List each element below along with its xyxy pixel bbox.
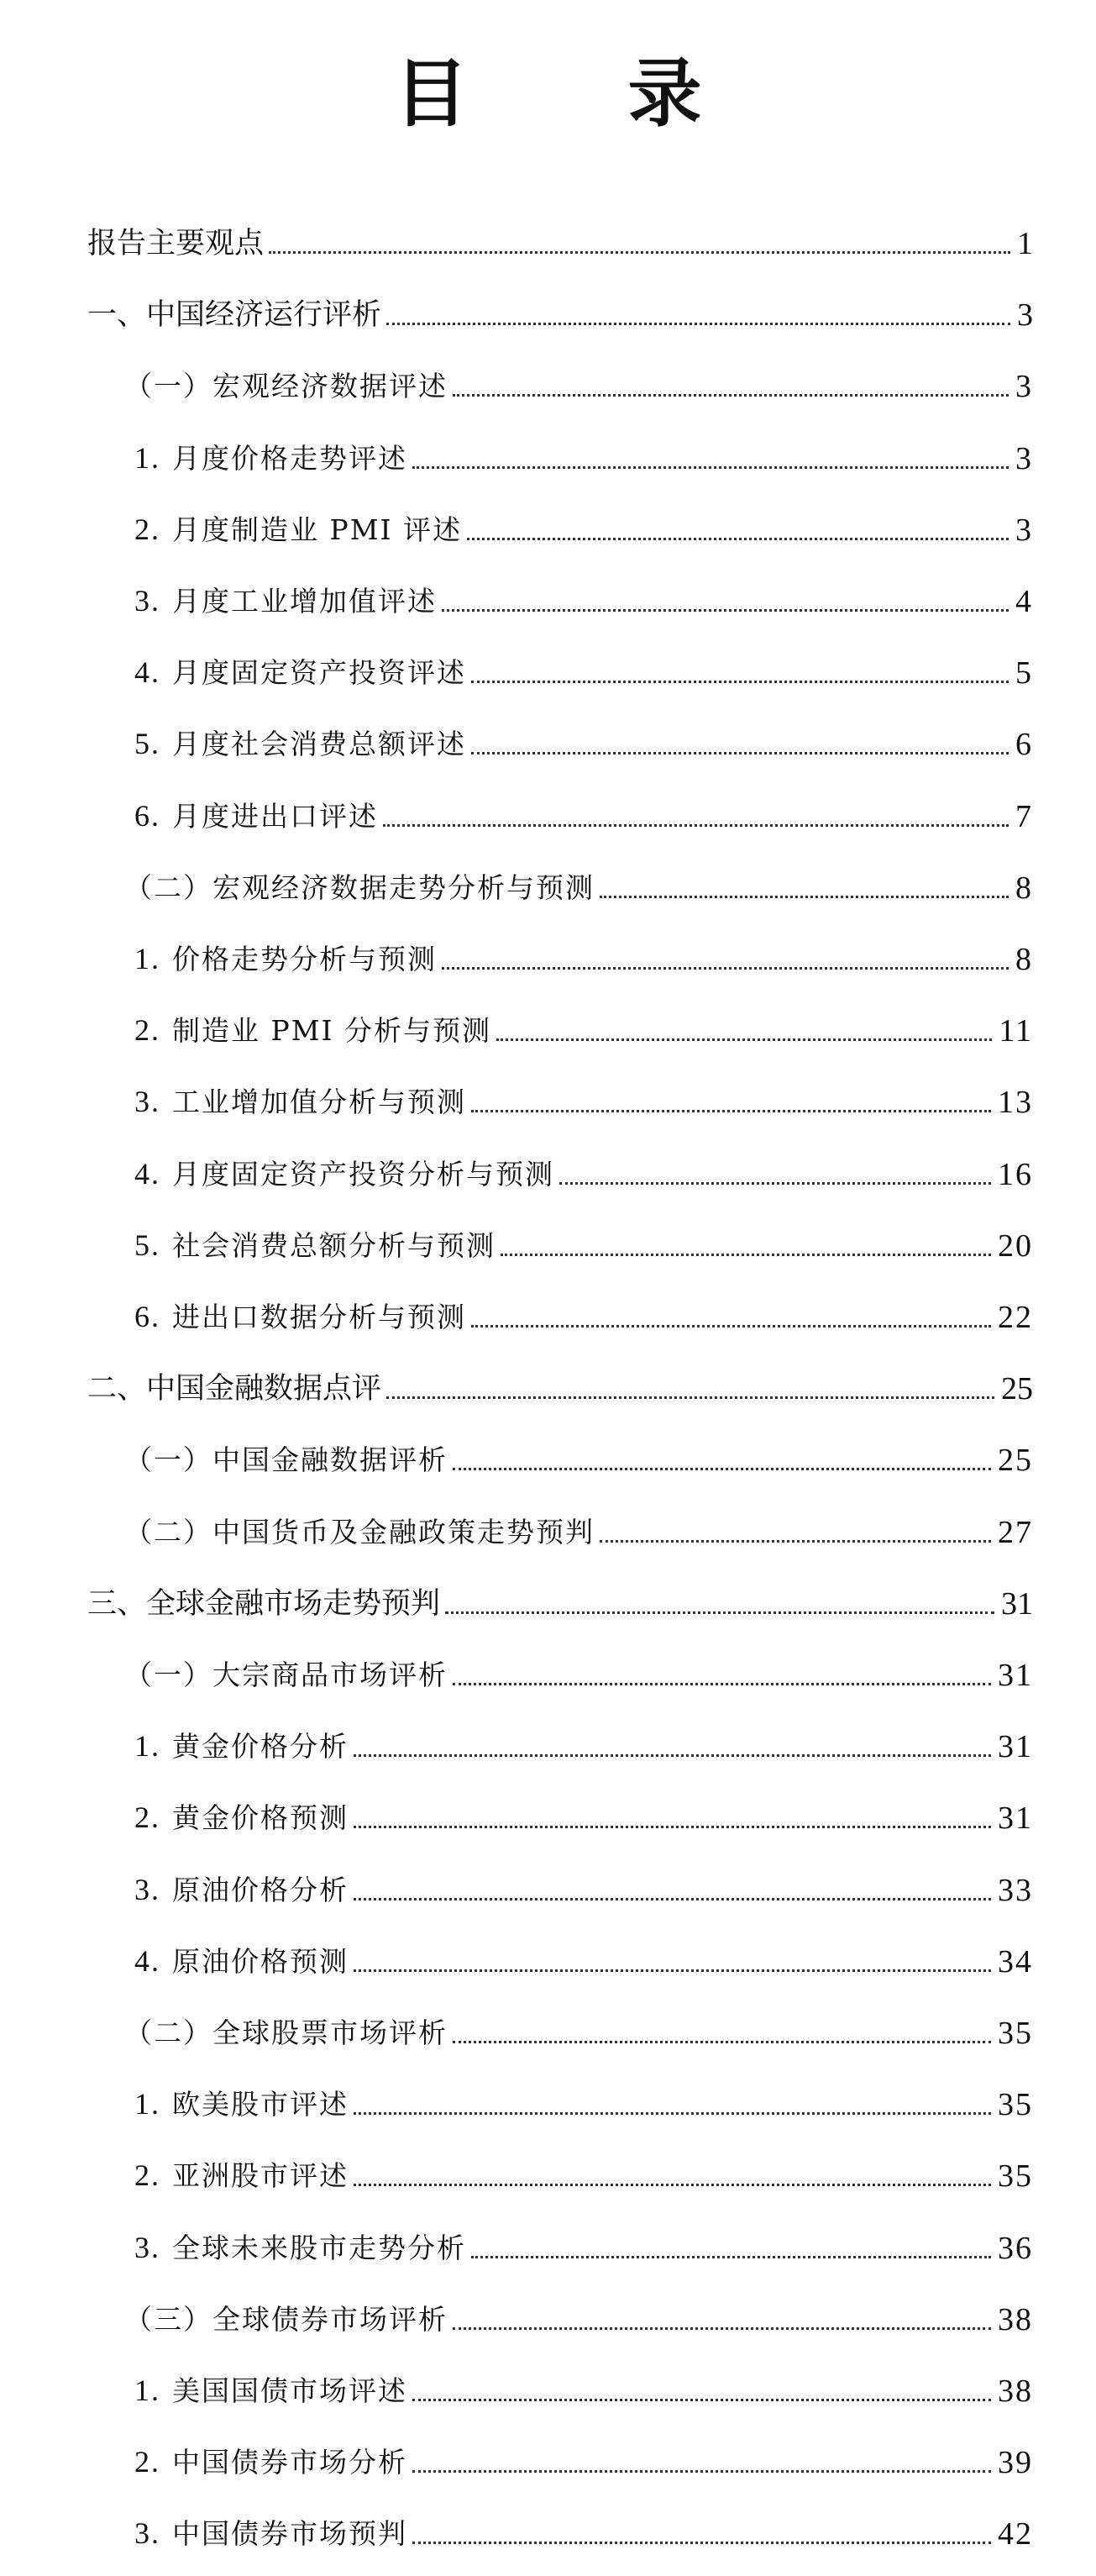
dot-leader bbox=[354, 1826, 991, 1828]
toc-entry-label bbox=[134, 2229, 466, 2267]
toc-entry[interactable] bbox=[124, 866, 1033, 907]
toc-entry-text: （一）大宗商品市场评析 bbox=[124, 1659, 448, 1691]
toc-page-number: 6 bbox=[1015, 727, 1033, 762]
toc-page-number: 35 bbox=[998, 2087, 1033, 2122]
toc-entry[interactable] bbox=[134, 580, 1033, 620]
dot-leader bbox=[471, 2256, 991, 2258]
toc-page-number: 25 bbox=[1001, 1371, 1033, 1406]
dot-leader bbox=[471, 681, 1009, 683]
toc-entry-label bbox=[134, 1799, 349, 1837]
toc-entry-text: 进出口数据分析与预测 bbox=[172, 1301, 466, 1333]
toc-entry-number: 1. bbox=[134, 441, 160, 475]
toc-entry-number: 4. bbox=[134, 1157, 160, 1191]
toc-entry-text: 社会消费总额分析与预测 bbox=[172, 1229, 496, 1262]
toc-entry[interactable] bbox=[134, 2154, 1033, 2195]
toc-entry[interactable] bbox=[134, 508, 1033, 549]
toc-entry-number: 2. bbox=[134, 2158, 160, 2192]
toc-entry-number: 2. bbox=[134, 1801, 160, 1834]
toc-entry-label bbox=[134, 940, 437, 978]
toc-page-number: 31 bbox=[1001, 1586, 1033, 1622]
dot-leader bbox=[453, 394, 1009, 397]
dot-leader bbox=[467, 538, 1009, 540]
toc-entry-label bbox=[134, 2515, 407, 2552]
toc-page-number: 31 bbox=[998, 1729, 1033, 1764]
toc-page-number: 3 bbox=[1017, 297, 1033, 333]
toc-entry-text: 中国债券市场分析 bbox=[172, 2446, 407, 2479]
toc-entry-number: 6. bbox=[134, 799, 160, 833]
dot-leader bbox=[412, 2399, 991, 2401]
toc-entry[interactable] bbox=[134, 938, 1033, 978]
toc-entry-text: （一）宏观经济数据评述 bbox=[124, 370, 448, 402]
toc-entry-text: 月度制造业 PMI 评述 bbox=[172, 513, 463, 546]
toc-page-number: 33 bbox=[998, 1873, 1033, 1908]
toc-entry-label bbox=[134, 797, 378, 835]
toc-entry-text: 美国国债市场评述 bbox=[172, 2374, 407, 2407]
toc-entry-text: 工业增加值分析与预测 bbox=[172, 1086, 466, 1118]
toc-page-number: 1 bbox=[1017, 226, 1033, 261]
toc-page-number: 38 bbox=[998, 2302, 1033, 2337]
toc-page-number: 4 bbox=[1015, 584, 1033, 619]
toc-entry-label bbox=[87, 1370, 381, 1407]
dot-leader bbox=[354, 1898, 991, 1900]
toc-entry[interactable] bbox=[134, 1940, 1033, 1980]
dot-leader bbox=[412, 2470, 991, 2473]
toc-entry-text: （二）全球股票市场评析 bbox=[124, 2016, 448, 2049]
toc-entry-label bbox=[134, 1083, 466, 1121]
toc-entry-number: 4. bbox=[134, 1944, 160, 1978]
dot-leader bbox=[471, 1325, 991, 1327]
toc-entry-label bbox=[134, 1012, 491, 1049]
toc-entry-number: 1. bbox=[134, 2087, 160, 2121]
toc-entry[interactable] bbox=[134, 2512, 1033, 2552]
toc-entry-text: 报告主要观点 bbox=[87, 227, 265, 260]
dot-leader bbox=[386, 1396, 994, 1399]
toc-entry-text: 一、中国经济运行评析 bbox=[87, 298, 382, 332]
toc-entry-label bbox=[134, 2372, 407, 2410]
toc-entry-label bbox=[134, 1871, 349, 1909]
toc-entry-text: 制造业 PMI 分析与预测 bbox=[172, 1014, 492, 1047]
toc-entry-text: 三、全球金融市场走势预判 bbox=[87, 1587, 441, 1621]
toc-page-number: 36 bbox=[998, 2231, 1033, 2266]
toc-entry-text: 亚洲股市评述 bbox=[172, 2159, 349, 2192]
toc-entry-number: 3. bbox=[134, 584, 160, 618]
toc-entry[interactable] bbox=[134, 1796, 1033, 1837]
dot-leader bbox=[354, 2112, 991, 2115]
toc-entry-text: 月度价格走势评述 bbox=[172, 442, 407, 475]
dot-leader bbox=[354, 1969, 991, 1972]
dot-leader bbox=[354, 1754, 991, 1757]
toc-entry-label bbox=[134, 2157, 349, 2195]
toc-entry-text: 月度工业增加值评述 bbox=[172, 585, 437, 618]
toc-entry-label bbox=[134, 582, 437, 620]
toc-entry[interactable] bbox=[134, 723, 1033, 763]
toc-entry-number: 4. bbox=[134, 655, 160, 689]
toc-page-number: 35 bbox=[998, 2158, 1033, 2194]
toc-entry-label bbox=[124, 368, 448, 405]
toc-entry[interactable] bbox=[124, 1438, 1033, 1479]
dot-leader bbox=[412, 2542, 991, 2544]
toc-entry-number: 6. bbox=[134, 1300, 160, 1333]
toc-entry-text: 原油价格预测 bbox=[172, 1945, 349, 1978]
toc-entry[interactable] bbox=[87, 1367, 1033, 1407]
toc-page-number: 11 bbox=[999, 1013, 1033, 1049]
dot-leader bbox=[386, 323, 1010, 325]
toc-entry-number: 1. bbox=[134, 2374, 160, 2407]
dot-leader bbox=[442, 967, 1009, 970]
toc-entry-label bbox=[134, 511, 462, 549]
dot-leader bbox=[442, 609, 1009, 612]
title-char-1: 目 bbox=[394, 50, 469, 137]
toc-entry-label bbox=[134, 725, 466, 763]
toc-entry[interactable] bbox=[87, 222, 1033, 262]
toc-entry-text: 价格走势分析与预测 bbox=[172, 943, 437, 975]
toc-entry-number: 2. bbox=[134, 2445, 160, 2479]
toc-entry-label bbox=[134, 1227, 496, 1264]
toc-entry-text: 黄金价格分析 bbox=[172, 1730, 349, 1763]
toc-entry-label bbox=[124, 870, 595, 907]
toc-page-number: 25 bbox=[998, 1443, 1033, 1478]
toc-entry-number: 5. bbox=[134, 1228, 160, 1262]
dot-leader bbox=[471, 1110, 991, 1112]
toc-page-number: 13 bbox=[998, 1085, 1033, 1120]
toc-page-number: 35 bbox=[998, 2016, 1033, 2051]
toc-entry-number: 2. bbox=[134, 513, 160, 546]
toc-entry[interactable] bbox=[134, 1009, 1033, 1049]
dot-leader bbox=[600, 896, 1009, 898]
toc-entry-label bbox=[124, 1514, 595, 1551]
toc-page-number: 22 bbox=[998, 1300, 1033, 1335]
toc-entry-number: 2. bbox=[134, 1013, 160, 1047]
dot-leader bbox=[445, 1611, 994, 1614]
dot-leader bbox=[471, 752, 1009, 754]
dot-leader bbox=[559, 1182, 991, 1185]
toc-entry[interactable] bbox=[134, 2083, 1033, 2123]
toc-entry-text: （一）中国金融数据评析 bbox=[124, 1443, 448, 1476]
toc-entry-text: 月度固定资产投资评述 bbox=[172, 656, 466, 689]
toc-page-number: 7 bbox=[1015, 799, 1033, 834]
toc-entry[interactable] bbox=[134, 651, 1033, 691]
dot-leader bbox=[412, 466, 1009, 469]
toc-entry[interactable] bbox=[134, 1869, 1033, 1909]
toc-page-number: 5 bbox=[1015, 655, 1033, 691]
toc-page-number: 27 bbox=[998, 1515, 1033, 1550]
toc-page-number: 31 bbox=[998, 1658, 1033, 1693]
dot-leader bbox=[354, 2184, 991, 2186]
toc-entry-label bbox=[134, 654, 466, 691]
toc-entry[interactable] bbox=[134, 2369, 1033, 2410]
toc-entry[interactable] bbox=[124, 2011, 1033, 2052]
toc-entry-text: 中国债券市场预判 bbox=[172, 2517, 407, 2550]
toc-entry-label bbox=[87, 225, 264, 262]
toc-entry-text: 二、中国金融数据点评 bbox=[87, 1372, 382, 1406]
toc-entry-label bbox=[134, 1943, 349, 1980]
toc-page-number: 34 bbox=[998, 1944, 1033, 1979]
toc-entry[interactable] bbox=[87, 1582, 1033, 1622]
toc-entry-label bbox=[124, 2015, 448, 2052]
toc-entry[interactable] bbox=[124, 1511, 1033, 1551]
toc-entry[interactable] bbox=[87, 293, 1033, 334]
dot-leader bbox=[453, 1468, 991, 1470]
dot-leader bbox=[501, 1254, 991, 1256]
toc-entry-label bbox=[134, 439, 407, 477]
toc-entry-number: 5. bbox=[134, 727, 160, 760]
dot-leader bbox=[453, 1683, 991, 1685]
dot-leader bbox=[453, 2041, 991, 2043]
toc-page-number: 42 bbox=[998, 2516, 1033, 2552]
toc-entry[interactable] bbox=[124, 365, 1033, 405]
toc-entry[interactable] bbox=[134, 1153, 1033, 1193]
toc-entry[interactable] bbox=[134, 2441, 1033, 2481]
toc-entry-label bbox=[87, 1585, 440, 1622]
page-title bbox=[0, 44, 1096, 145]
toc-entry-text: 月度固定资产投资分析与预测 bbox=[172, 1158, 554, 1191]
toc-entry[interactable] bbox=[134, 437, 1033, 477]
toc-entry[interactable] bbox=[134, 1725, 1033, 1765]
toc-entry-label bbox=[124, 2301, 448, 2338]
toc-entry-text: 全球未来股市走势分析 bbox=[172, 2232, 466, 2264]
toc-entry-number: 3. bbox=[134, 2231, 160, 2264]
toc-entry[interactable] bbox=[124, 1653, 1033, 1694]
toc-entry-number: 3. bbox=[134, 1873, 160, 1906]
dot-leader bbox=[269, 251, 1010, 254]
toc-entry-number: 3. bbox=[134, 2516, 160, 2550]
toc-entry-number: 3. bbox=[134, 1085, 160, 1118]
toc-entry-number: 1. bbox=[134, 942, 160, 975]
toc-entry-label bbox=[134, 1727, 349, 1765]
toc-entry[interactable] bbox=[134, 1296, 1033, 1336]
toc-entry-text: 月度社会消费总额评述 bbox=[172, 728, 466, 760]
toc-entry[interactable] bbox=[134, 1080, 1033, 1121]
toc-entry-text: 黄金价格预测 bbox=[172, 1801, 349, 1834]
toc-page-number: 31 bbox=[998, 1801, 1033, 1836]
toc-entry-text: 欧美股市评述 bbox=[172, 2088, 349, 2121]
toc-entry-text: （三）全球债券市场评析 bbox=[124, 2303, 448, 2336]
toc-entry-text: （二）中国货币及金融政策走势预判 bbox=[124, 1516, 595, 1548]
toc-entry-label bbox=[134, 1155, 554, 1193]
toc-page-number: 8 bbox=[1015, 870, 1033, 906]
toc-entry-label bbox=[124, 1442, 448, 1479]
toc-page-number: 3 bbox=[1015, 369, 1033, 404]
toc-page-number: 3 bbox=[1015, 441, 1033, 476]
toc-entry[interactable] bbox=[134, 2226, 1033, 2267]
toc-page-number: 3 bbox=[1015, 513, 1033, 548]
dot-leader bbox=[453, 2327, 991, 2330]
toc-page-number: 39 bbox=[998, 2445, 1033, 2480]
toc-entry-text: （二）宏观经济数据走势分析与预测 bbox=[124, 871, 595, 904]
toc-entry[interactable] bbox=[134, 795, 1033, 835]
toc-entry-label bbox=[134, 2443, 407, 2481]
toc-entry-number: 1. bbox=[134, 1729, 160, 1763]
toc-entry-label bbox=[87, 297, 381, 334]
dot-leader bbox=[383, 824, 1009, 827]
toc-entry-label bbox=[134, 1298, 466, 1336]
toc-page-number: 16 bbox=[998, 1157, 1033, 1192]
toc-page-number: 20 bbox=[998, 1228, 1033, 1264]
toc-entry-text: 月度进出口评述 bbox=[172, 800, 378, 833]
toc-page-number: 8 bbox=[1015, 942, 1033, 977]
dot-leader bbox=[496, 1038, 992, 1041]
toc-entry[interactable] bbox=[134, 1224, 1033, 1264]
dot-leader bbox=[600, 1540, 991, 1543]
toc-entry-label bbox=[134, 2085, 349, 2123]
toc-page-number: 38 bbox=[998, 2374, 1033, 2409]
toc-entry[interactable] bbox=[124, 2298, 1033, 2338]
toc-entry-text: 原油价格分析 bbox=[172, 1874, 349, 1906]
title-char-2: 录 bbox=[627, 50, 702, 137]
toc-entry-label bbox=[124, 1657, 448, 1694]
